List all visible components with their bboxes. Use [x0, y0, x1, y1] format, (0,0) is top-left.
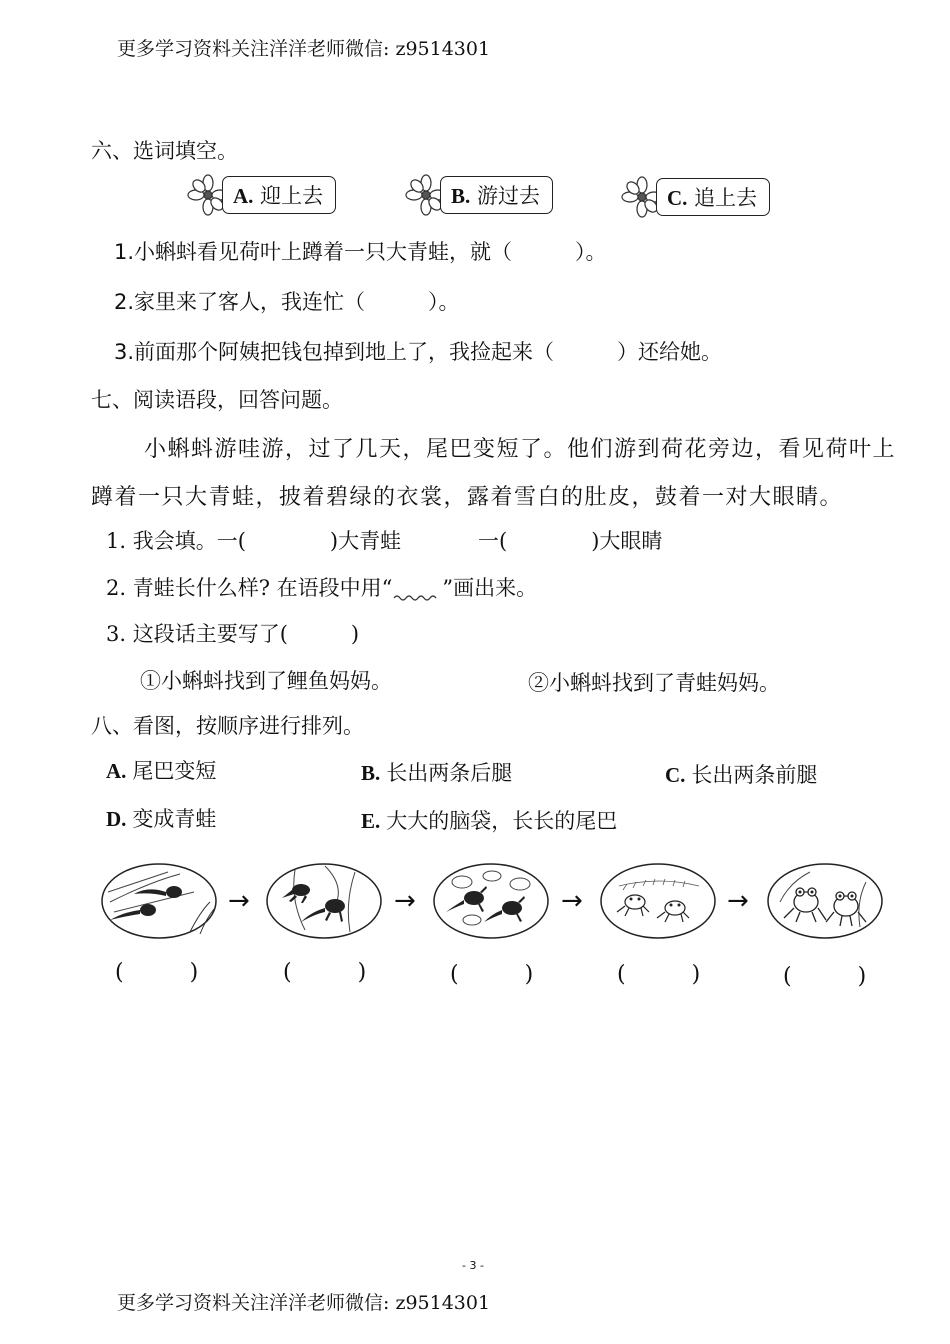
s6-question-2: 2.家里来了客人，我连忙（ ）。 [114, 290, 460, 314]
s8-option-e: E. 大大的脑袋，长长的尾巴 [361, 809, 618, 833]
header-text: 更多学习资料关注洋洋老师微信: z9514301 [117, 38, 491, 60]
s8-option-b: B. 长出两条后腿 [361, 761, 513, 785]
answer-blank-2[interactable]: ( ) [283, 960, 367, 985]
tadpole-picture-1 [100, 862, 218, 940]
arrow-3: → [561, 886, 583, 916]
s8-option-d: D. 变成青蛙 [106, 807, 217, 831]
s7-question-2: 2. 青蛙长什么样? 在语段中用“ ”画出来。 [106, 576, 538, 600]
choice-c [620, 175, 770, 219]
arrow-2: → [394, 886, 416, 916]
arrow-1: → [228, 886, 250, 916]
choice-c-box: C. 追上去 [656, 178, 770, 216]
section6-title: 六、选词填空。 [91, 139, 238, 163]
paragraph-line-1: 小蝌蚪游哇游，过了几天，尾巴变短了。他们游到荷花旁边，看见荷叶上 [144, 437, 897, 462]
answer-blank-1[interactable]: ( ) [115, 960, 199, 985]
page-number: - 3 - [462, 1259, 484, 1272]
s6-question-3: 3.前面那个阿姨把钱包掉到地上了，我捡起来（ ）还给她。 [114, 340, 723, 364]
section7-title: 七、阅读语段，回答问题。 [91, 388, 343, 412]
section8-title: 八、看图，按顺序进行排列。 [91, 714, 364, 738]
tadpole-picture-4 [599, 862, 717, 940]
tadpole-picture-5 [766, 862, 884, 940]
wavy-underline-icon [392, 584, 442, 602]
choice-a [186, 173, 336, 217]
s6-question-1: 1.小蝌蚪看见荷叶上蹲着一只大青蛙，就（ ）。 [114, 240, 607, 264]
answer-blank-5[interactable]: ( ) [783, 964, 867, 989]
s7-question-3: 3. 这段话主要写了( ) [106, 622, 360, 646]
s7-option-1: ①小蝌蚪找到了鲤鱼妈妈。 [140, 669, 392, 693]
s8-option-a: A. 尾巴变短 [106, 759, 217, 783]
paragraph-line-2: 蹲着一只大青蛙，披着碧绿的衣裳，露着雪白的肚皮，鼓着一对大眼睛。 [91, 485, 844, 510]
choice-b-box: B. 游过去 [440, 176, 553, 214]
arrow-4: → [727, 886, 749, 916]
s7-option-2: ②小蝌蚪找到了青蛙妈妈。 [528, 671, 780, 695]
choice-a-box: A. 迎上去 [222, 176, 336, 214]
s7-question-1a: 1. 我会填。一( )大青蛙 [106, 529, 402, 553]
tadpole-picture-3 [432, 862, 550, 940]
tadpole-picture-2 [265, 862, 383, 940]
choice-b [404, 173, 553, 217]
s8-option-c: C. 长出两条前腿 [665, 763, 818, 787]
footer-text: 更多学习资料关注洋洋老师微信: z9514301 [117, 1292, 491, 1314]
answer-blank-4[interactable]: ( ) [617, 962, 701, 987]
s7-question-1b: 一( )大眼睛 [478, 529, 663, 553]
answer-blank-3[interactable]: ( ) [450, 962, 534, 987]
